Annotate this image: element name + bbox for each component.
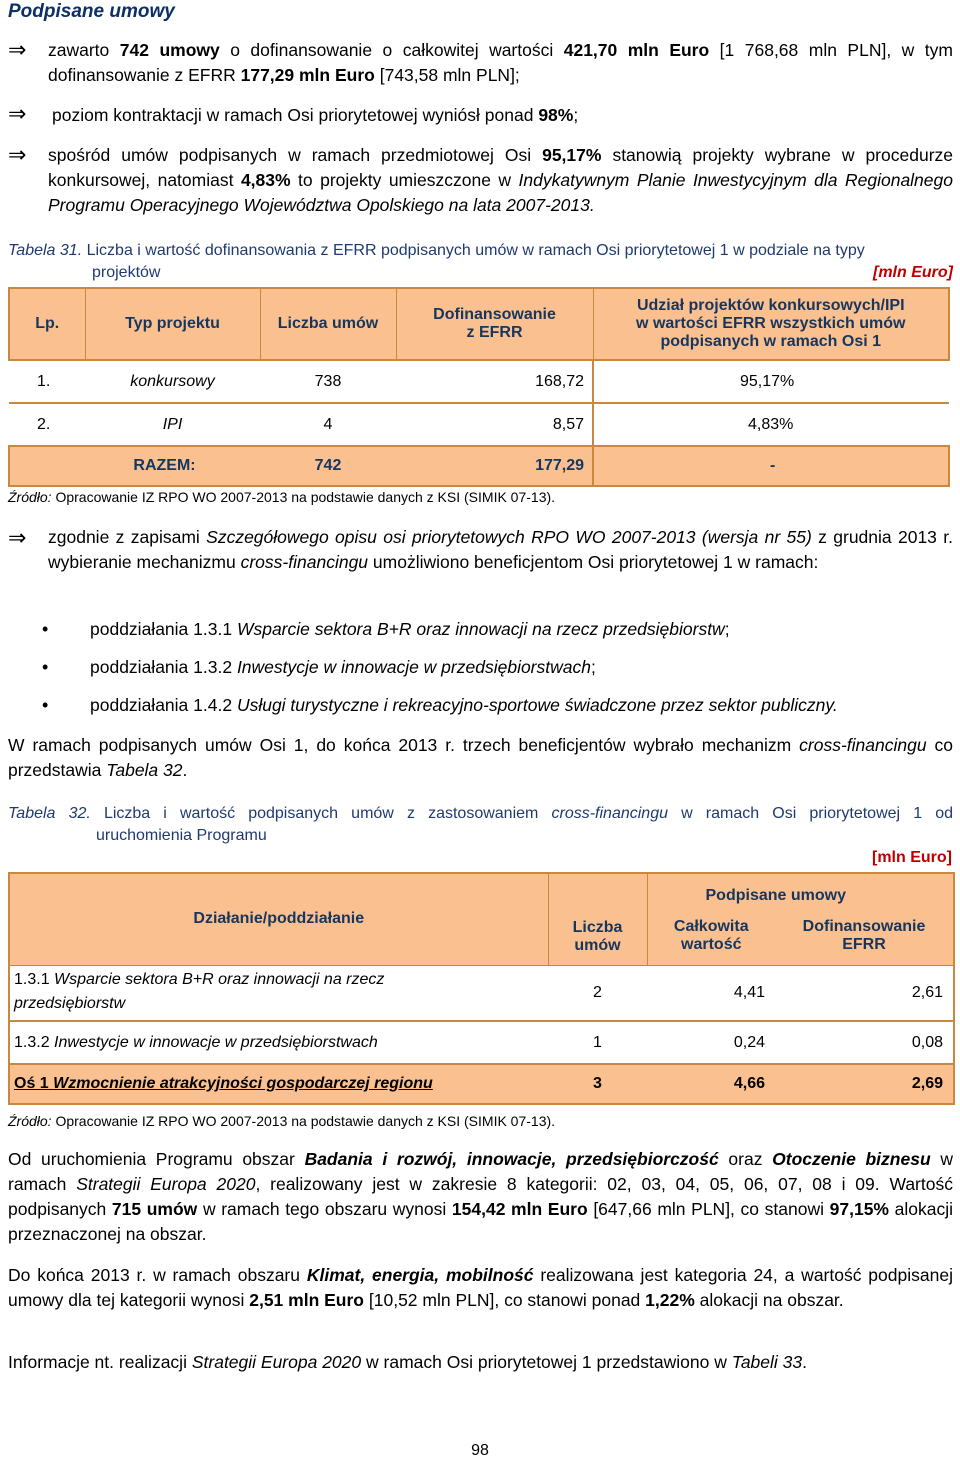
col-count: Liczba umów [260, 288, 396, 360]
bullet-icon: • [42, 695, 49, 715]
col-lp: Lp. [9, 288, 85, 360]
europe-2020-paragraph: Od uruchomienia Programu obszar Badania i rozwój, innowacje, przedsiębiorczość oraz Otoczenie biznesu w ramach Strategii Europa 2020, realizowany jest w zakresie 8 kategorii: 02, 03, 04, 05, 06, 07, 08 i 09. Wartość podpisanych 715 umów w ramach tego obszaru wynosi 154,42 mln Euro [647,66 mln PLN], co stanowi 97,15% alokacji przeznaczonej na obszar. [8, 1149, 954, 1244]
arrow-bullet-icon: ⇒ [8, 142, 27, 167]
col-count: Liczba umów [548, 873, 647, 965]
table-row: 1. konkursowy 738 168,72 95,17% [9, 360, 949, 403]
info-paragraph: Informacje nt. realizacji Strategii Europa 2020 w ramach Osi priorytetowej 1 przedstawiono w Tabeli 33. [8, 1352, 807, 1372]
col-signed: Podpisane umowy [647, 873, 954, 917]
cross-financing-paragraph: zgodnie z zapisami Szczegółowego opisu osi priorytetowych RPO WO 2007-2013 (wersja nr 55) z grudnia 2013 r. wybieranie mechanizmu cross-financingu umożliwiono beneficjentom Osi priorytetowej 1 w ramach: [48, 527, 953, 572]
page-number: 98 [471, 1442, 489, 1459]
table-31-caption: Tabela 31. Liczba i wartość dofinansowania z EFRR podpisanych umów w ramach Osi priorytetowej 1 w podziale na typy projektów [mln Euro] [8, 240, 953, 284]
table-header-row [9, 873, 954, 917]
table-row: 1.3.2 Inwestycje w innowacje w przedsiębiorstwach 1 0,24 0,08 [9, 1021, 954, 1064]
list-item: poddziałania 1.4.2 Usługi turystyczne i rekreacyjno-sportowe świadczone przez sektor publiczny. [90, 695, 838, 715]
table-32-unit: [mln Euro] [872, 849, 952, 866]
table-32-source: Źródło: Opracowanie IZ RPO WO 2007-2013 na podstawie danych z KSI (SIMIK 07-13). [8, 1113, 556, 1129]
table-31-unit: [mln Euro] [873, 264, 953, 281]
summary-contracting-level: poziom kontraktacji w ramach Osi priorytetowej wyniósł ponad 98%; [52, 105, 579, 125]
cross-financing-summary: W ramach podpisanych umów Osi 1, do końca 2013 r. trzech beneficjentów wybrało mechanizm cross-financingu co przedstawia Tabela 32. [8, 735, 953, 780]
list-item: poddziałania 1.3.1 Wsparcie sektora B+R oraz innowacji na rzecz przedsiębiorstw; [90, 619, 730, 639]
table-total-row: RAZEM: 742 177,29 - [9, 446, 949, 486]
table-header-row [9, 288, 949, 360]
table-32-caption: Tabela 32. Liczba i wartość podpisanych umów z zastosowaniem cross-financingu w ramach Osi priorytetowej 1 od uruchomienia Programu [8, 805, 954, 844]
arrow-bullet-icon: ⇒ [8, 525, 27, 550]
table-row: 1.3.1 Wsparcie sektora B+R oraz innowacji na rzecz przedsiębiorstw 2 4,41 2,61 [9, 965, 954, 1021]
col-fund: Dofinansowanie EFRR [775, 917, 954, 965]
col-share: Udział projektów konkursowych/IPI w wartości EFRR wszystkich umów podpisanych w ramach Osi 1 [593, 288, 949, 360]
arrow-bullet-icon: ⇒ [8, 37, 27, 62]
bullet-icon: • [42, 619, 49, 639]
table-32 [8, 872, 955, 1105]
table-31 [8, 287, 950, 487]
col-fund: Dofinansowanie z EFRR [396, 288, 593, 360]
summary-contracts: zawarto 742 umowy o dofinansowanie o całkowitej wartości 421,70 mln Euro [1 768,68 mln PLN], w tym dofinansowanie z EFRR 177,29 mln Euro [743,58 mln PLN]; [48, 40, 953, 85]
arrow-bullet-icon: ⇒ [8, 101, 27, 126]
col-action: Działanie/poddziałanie [9, 873, 548, 965]
section-heading: Podpisane umowy [8, 1, 175, 22]
col-total: Całkowita wartość [647, 917, 775, 965]
table-total-row: Oś 1 Wzmocnienie atrakcyjności gospodarczej regionu 3 4,66 2,69 [9, 1064, 954, 1104]
table-row: 2. IPI 4 8,57 4,83% [9, 403, 949, 446]
list-item: poddziałania 1.3.2 Inwestycje w innowacje w przedsiębiorstwach; [90, 657, 596, 677]
summary-project-split: spośród umów podpisanych w ramach przedmiotowej Osi 95,17% stanowią projekty wybrane w procedurze konkursowej, natomiast 4,83% to projekty umieszczone w Indykatywnym Planie Inwestycyjnym dla Regionalnego Programu Operacyjnego Województwa Opolskiego na lata 2007-2013. [48, 145, 953, 215]
col-type: Typ projektu [85, 288, 260, 360]
table-31-source: Źródło: Opracowanie IZ RPO WO 2007-2013 na podstawie danych z KSI (SIMIK 07-13). [8, 489, 556, 505]
bullet-icon: • [42, 657, 49, 677]
climate-paragraph: Do końca 2013 r. w ramach obszaru Klimat, energia, mobilność realizowana jest kategoria 24, a wartość podpisanej umowy dla tej kategorii wynosi 2,51 mln Euro [10,52 mln PLN], co stanowi ponad 1,22% alokacji na obszar. [8, 1265, 953, 1310]
